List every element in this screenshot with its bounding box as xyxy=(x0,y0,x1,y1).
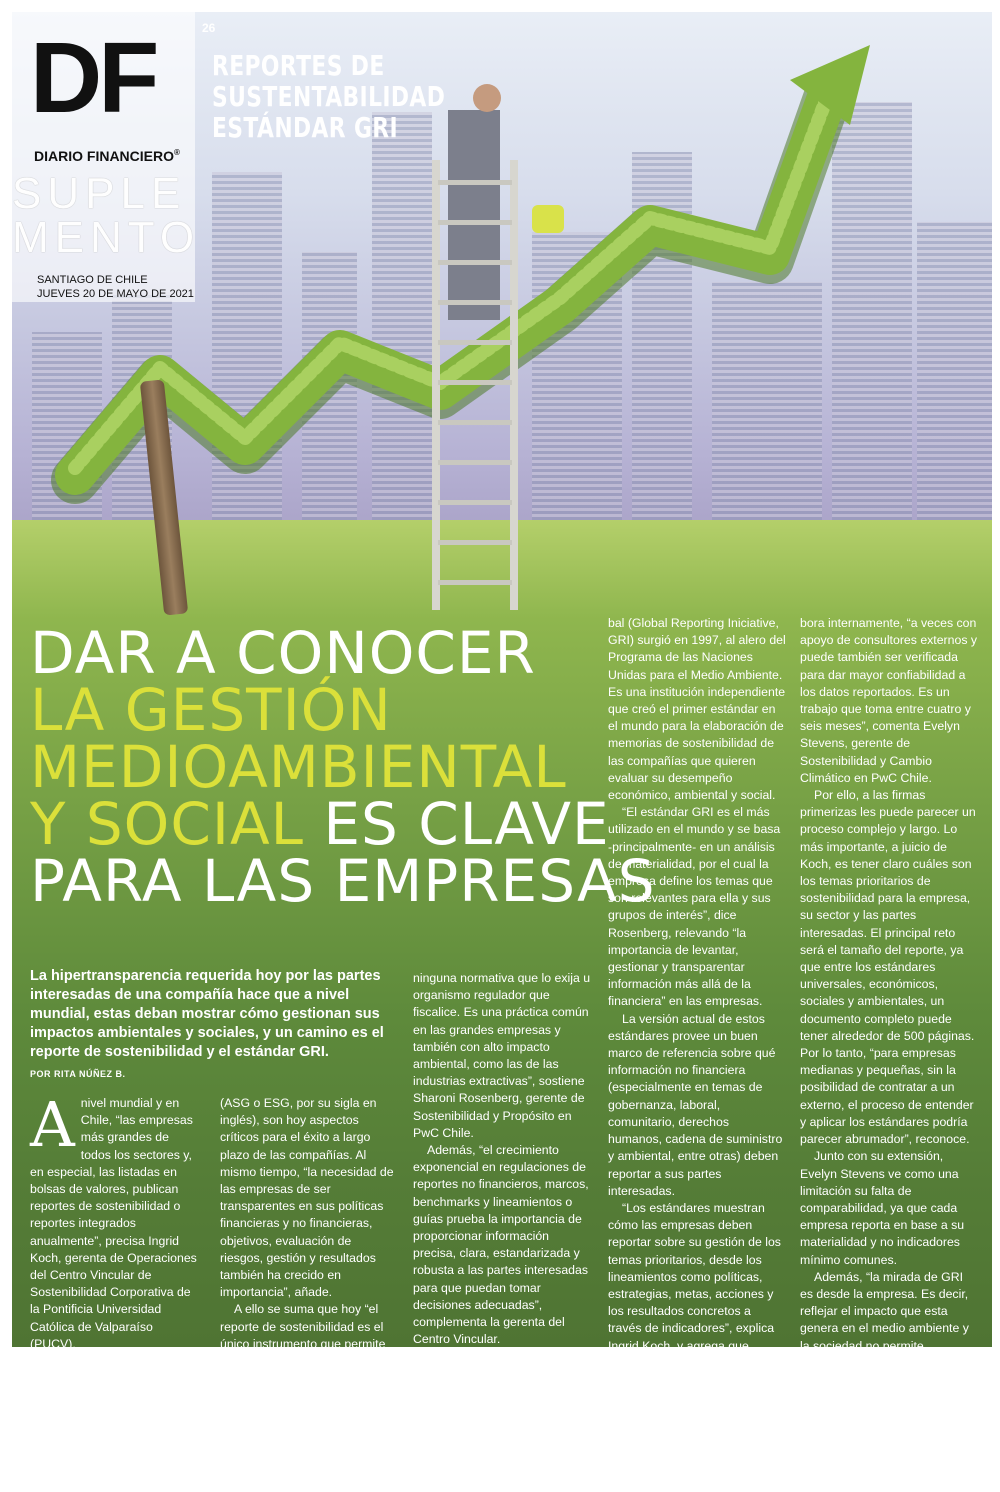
byline: POR RITA NÚÑEZ B. xyxy=(30,1069,126,1079)
page-number: 26 xyxy=(202,21,216,35)
headline-line-4-accent: Y SOCIAL xyxy=(30,790,304,858)
headline-line-1: DAR A CONOCER xyxy=(30,619,536,687)
section-line-1: REPORTES DE xyxy=(212,49,385,82)
paragraph: Además, “el crecimiento exponencial en regulaciones de reportes no financieros, marcos, benchmarks y lineamientos o guías prueba la importancia de proporcionar información precisa, clara, estandarizada y robusta a las partes interesadas para que puedan tomar decisiones adecuadas”, complementa la gerenta del Centro Vincular. xyxy=(413,1143,589,1347)
article-column-4 xyxy=(608,615,786,1489)
article-column-3 xyxy=(413,970,591,1397)
headline-line-5: PARA LAS EMPRESAS xyxy=(30,847,656,915)
lead-paragraph: La hipertransparencia requerida hoy por las partes interesadas de una compañía hace que a nivel mundial, estas deban mostrar cómo gestionan sus impactos ambientales y sociales, y un camino es el reporte de sostenibilidad y el estándar GRI. xyxy=(30,968,384,1060)
headline-line-3: MEDIOAMBIENTAL xyxy=(30,733,567,801)
paragraph: Por ello, a las firmas primerizas les puede parecer un proceso complejo y largo. Lo más importante, a juicio de Koch, es tener claro cuáles son los temas prioritarios de sostenibilidad para la empresa, su sector y las partes interesadas. El principal reto será el tamaño del reporte, ya que entre los estándares universales, económicos, sociales y ambientales, un documento completo puede tener alrededor de 500 páginas. Por lo tanto, “para empresas medianas y pequeñas, sin la posibilidad de contratar a un externo, el proceso de entender y aplicar los estándares podría parecer abrumador”, reconoce. xyxy=(800,788,976,1147)
section-line-3: ESTÁNDAR GRI xyxy=(212,111,399,144)
supplement-line-2: MENTO xyxy=(12,213,201,262)
paragraph: A ello se suma que hoy “el reporte de sostenibilidad es el único instrumento que permite a la empresa mostrar su desempeño ambiental, ya que no existe xyxy=(220,1302,386,1403)
drop-cap: A xyxy=(30,1088,75,1161)
paragraph: Un reporte de este tipo se ela- xyxy=(608,1455,764,1487)
headline-line-4-rest: ES CLAVE xyxy=(303,790,610,858)
paragraph: “El estándar GRI es el más utilizado en el mundo y se basa -principalmente- en un análisis de materialidad, por el cual la empresa define los temas que son relevantes para ella y sus grupos de interés”, dice Rosenberg, relevando “la importancia de levantar, gestionar y transparentar información más allá de la financiera” en las empresas. xyxy=(608,805,781,1009)
brand-plain: DIARIO xyxy=(34,148,83,164)
dateline xyxy=(37,274,194,302)
article-column-1 xyxy=(30,1088,198,1405)
headline xyxy=(30,619,656,915)
paragraph: Y es que los temas ambientales, sociales y de gobernanza xyxy=(30,1354,175,1403)
masthead xyxy=(12,12,201,302)
brand-name xyxy=(34,149,180,163)
subheading: Elaboración de un reporte xyxy=(608,1436,770,1452)
paragraph: La Iniciativa de Reporte Glo- xyxy=(427,1380,583,1395)
supplement-label xyxy=(12,169,201,262)
supplement-line-1: SUPLE xyxy=(12,169,187,218)
paragraph: bal (Global Reporting Iniciative, GRI) surgió en 1997, al alero del Programa de las Naciones Unidas para el Medio Ambiente. Es una institución independiente que creó el primer estándar en el mundo para la elaboración de memorias de sostenibilidad de las compañías que quieren evaluar su desempeño económico, ambiental y social. xyxy=(608,616,786,803)
paragraph: bora internamente, “a veces con apoyo de consultores externos y puede también ser verificada para dar mayor confiabilidad a los datos reportados. Es un trabajo que toma entre cuatro y seis meses”, comenta Evelyn Stevens, gerente de Sostenibilidad y Cambio Climático en PwC Chile. xyxy=(800,616,978,785)
brand-mark: ® xyxy=(174,148,180,157)
paragraph: “Los estándares muestran cómo las empresas deben reportar sobre su gestión de los temas prioritarios, desde los lineamientos como políticas, estrategias, metas, acciones y los resultados concretos a través de indicadores”, explica Ingrid Koch, y agrega que exigen transparencia en las directrices de gestión y los objetivos/metas también mirando hacia el futuro. xyxy=(608,1200,781,1422)
paragraph: Además, “la mirada de GRI es desde la empresa. Es decir, reflejar el impacto que esta genera en el medio ambiente y la sociedad no permite visualizar cómo el medio ambiente impacta a la empresa y pone en riesgo su continuidad en la sociedad, visión de otros indicadores como TCFD, que por esta misma razón está marcando tendencia en el mundo”, evalúa Stevens. xyxy=(800,1269,974,1491)
ladder xyxy=(430,160,520,610)
date: JUEVES 20 DE MAYO DE 2021 xyxy=(37,287,194,300)
section-title xyxy=(212,50,445,143)
man-head xyxy=(473,84,501,112)
article-column-5 xyxy=(800,615,978,1492)
paragraph xyxy=(30,1088,198,1353)
headline-line-2: LA GESTIÓN xyxy=(30,676,392,744)
paragraph: La versión actual de estos estándares provee un buen marco de referencia sobre qué información no financiera (especialmente en temas de gobernanza, laboral, comunitario, derechos humanos, cadena de suministro y ambiental, entre otras) deben reportar a sus partes interesadas. xyxy=(608,1011,783,1198)
headline-line-4 xyxy=(30,790,656,858)
paragraph: (ASG o ESG, por su sigla en inglés), son hoy aspectos críticos para el éxito a largo plazo de las compañías. Al mismo tiempo, “la necesidad de las empresas de ser transparentes en sus políticas financieras y no financieras, objetivos, evaluación de riesgos, gestión y resultados también ha crecido en importancia”, añade. xyxy=(220,1096,394,1300)
paragraph: ninguna normativa que lo exija u organismo regulador que fiscalice. Es una práctica común en las grandes empresas y también con alto impacto ambiental, como las de las industrias extractivas”, sostiene Sharoni Rosenberg, gerente de Sostenibilidad y Propósito en PwC Chile. xyxy=(413,971,591,1140)
paragraph-text: nivel mundial y en Chile, “las empresas más grandes de todos los sectores y, en especial, las listadas en bolsas de valores, publican reportes de sostenibilidad o reportes integrados anualmente”, precisa Ingrid Koch, gerenta de Operaciones del Centro Vincular de Sostenibilidad Corporativa de la Pontificia Universidad Católica de Valparaíso (PUCV). xyxy=(30,1096,197,1351)
watering-can xyxy=(532,205,564,233)
df-logo: DF xyxy=(30,22,156,134)
city: SANTIAGO DE CHILE xyxy=(37,274,148,286)
paragraph: Junto con su extensión, Evelyn Stevens ve como una limitación su falta de comparabilidad, ya que cada empresa reporta en base a su materialidad y no indicadores mínimo comunes. xyxy=(800,1149,965,1267)
brand-bold: FINANCIERO xyxy=(86,148,175,164)
section-line-2: SUSTENTABILIDAD xyxy=(212,80,446,113)
subheading: El estándar GRI xyxy=(413,1361,510,1377)
article-column-2 xyxy=(220,1095,395,1405)
